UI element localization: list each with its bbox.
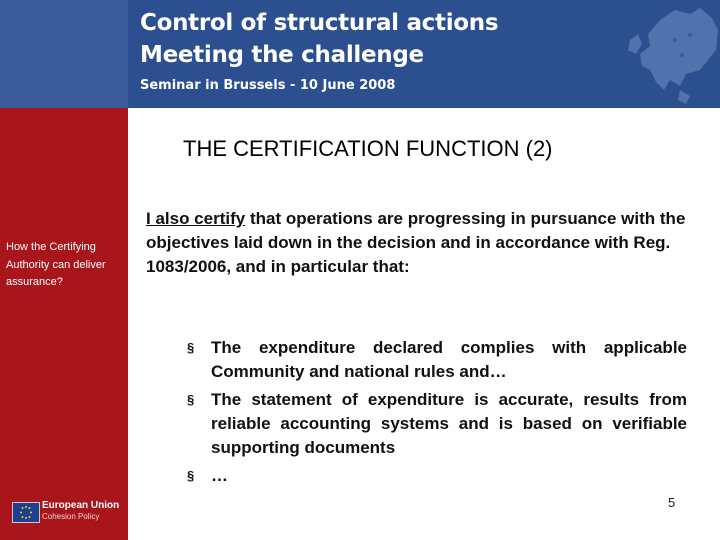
banner-subtitle: Seminar in Brussels - 10 June 2008 <box>140 78 396 93</box>
banner-title-line2: Meeting the challenge <box>140 42 424 68</box>
intro-paragraph <box>146 207 696 279</box>
header-left-block <box>0 0 128 108</box>
page-number: 5 <box>668 495 676 510</box>
bullet-icon: § <box>187 340 195 355</box>
list-item <box>187 464 687 488</box>
banner-title-line1: Control of structural actions <box>140 10 499 36</box>
eu-logo-line2: Cohesion Policy <box>42 512 100 521</box>
intro-text: that operations are progressing in pursuance with the objectives laid down in the decision and in accordance with Reg. 1083/2006, and in particular that: <box>146 209 686 276</box>
header-banner <box>0 0 720 108</box>
eu-logo <box>10 500 120 524</box>
list-item <box>187 388 687 460</box>
bullet-icon: § <box>187 392 195 407</box>
bullet-icon: § <box>187 468 195 483</box>
bullet-list <box>187 336 687 492</box>
bullet-text: … <box>211 466 228 485</box>
eu-flag-icon <box>12 502 40 523</box>
slide-title: THE CERTIFICATION FUNCTION (2) <box>183 136 553 161</box>
eu-logo-line1: European Union <box>42 500 120 511</box>
europe-map-icon <box>620 0 720 108</box>
intro-underlined-text: I also certify <box>146 209 246 228</box>
bullet-text: The statement of expenditure is accurate, results from reliable accounting systems and is based on verifiable supporting documents <box>211 390 687 457</box>
sidebar-panel <box>0 108 128 540</box>
list-item <box>187 336 687 384</box>
sidebar-question: How the Certifying Authority can deliver assurance? <box>6 241 106 288</box>
bullet-text: The expenditure declared complies with applicable Community and national rules and… <box>211 338 687 381</box>
